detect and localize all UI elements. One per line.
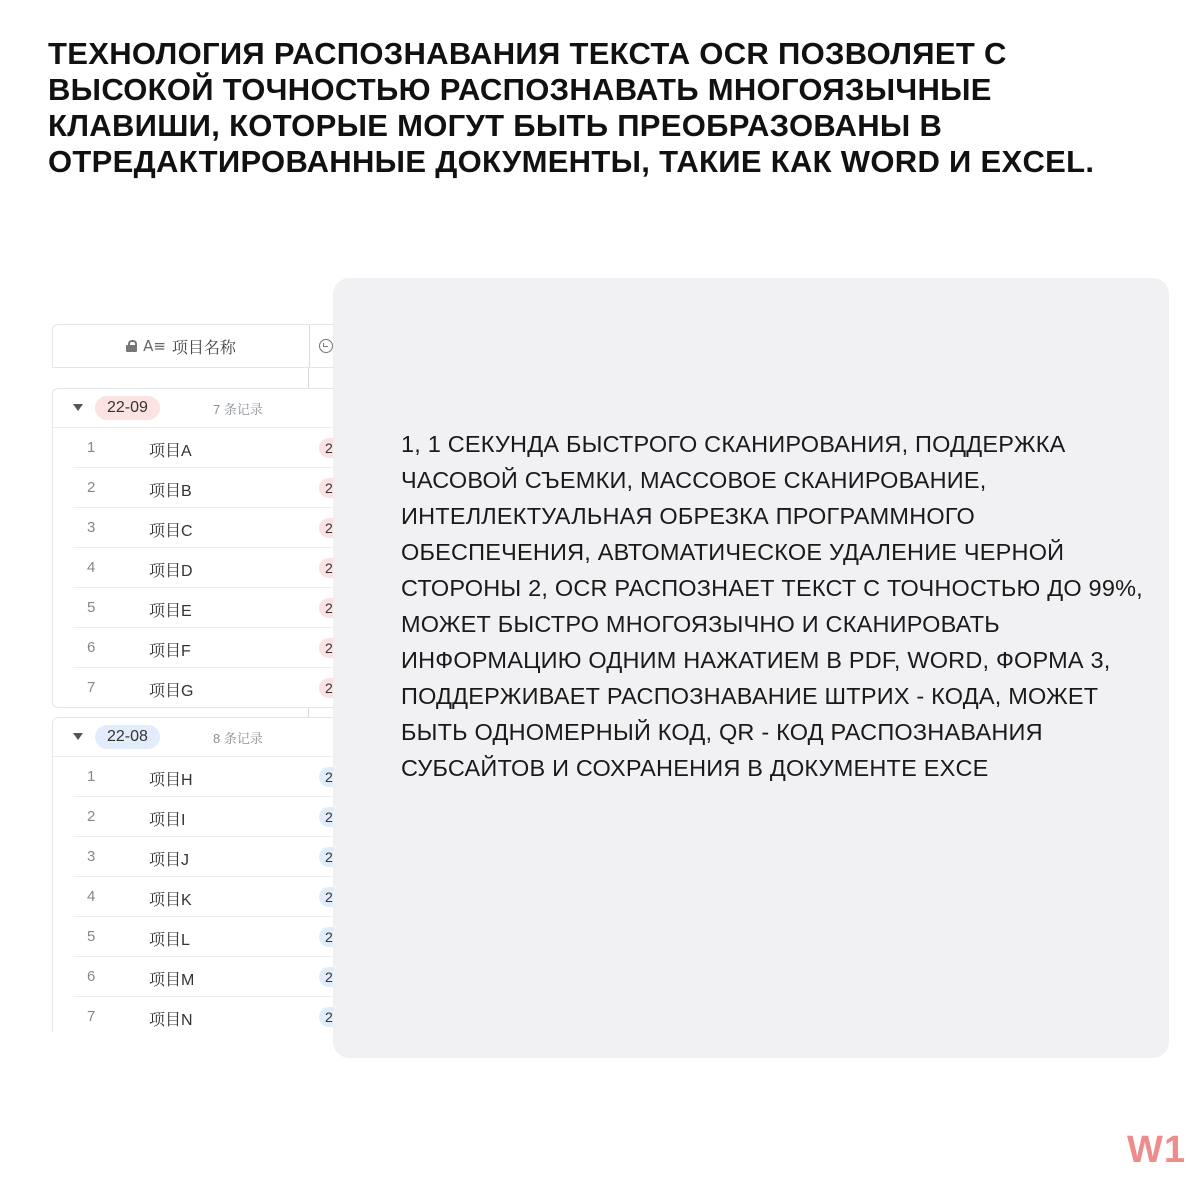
column-header-label: 项目名称 [171, 339, 236, 357]
table-row[interactable] [73, 668, 342, 707]
row-name: 项目I [149, 812, 186, 829]
row-name: 项目D [149, 563, 193, 580]
date-chip: 2 [319, 518, 342, 538]
table-header [52, 324, 342, 368]
row-name: 项目L [149, 932, 190, 949]
table-row[interactable] [73, 628, 342, 668]
date-chip: 2 [319, 847, 342, 867]
row-number: 7 [87, 679, 96, 696]
table-row[interactable] [73, 917, 342, 957]
row-number: 1 [87, 439, 96, 456]
row-name: 项目F [149, 643, 191, 660]
table-row[interactable] [73, 548, 342, 588]
table-row[interactable] [73, 468, 342, 508]
table-row[interactable] [73, 757, 342, 797]
date-chip: 2 [319, 678, 342, 698]
table-row[interactable] [73, 508, 342, 548]
date-chip: 2 [319, 807, 342, 827]
date-chip: 2 [319, 598, 342, 618]
table-screenshot [52, 324, 342, 1032]
date-chip: 2 [319, 767, 342, 787]
group-header[interactable] [53, 718, 342, 757]
lock-icon [126, 340, 137, 352]
date-chip: 2 [319, 438, 342, 458]
row-name: 项目M [149, 972, 195, 989]
group-record-count: 8 条记录 [213, 731, 263, 746]
date-chip: 2 [319, 558, 342, 578]
watermark-badge: W1 [1127, 1129, 1186, 1171]
date-chip: 2 [319, 638, 342, 658]
feature-description: 1, 1 СЕКУНДА БЫСТРОГО СКАНИРОВАНИЯ, ПОДДЕРЖКА ЧАСОВОЙ СЪЕМКИ, МАССОВОЕ СКАНИРОВАНИЕ, ИНТЕЛЛЕКТУАЛЬНАЯ ОБРЕЗКА ПРОГРАММНОГО ОБЕСПЕЧЕНИЯ, АВТОМАТИЧЕСКОЕ УДАЛЕНИЕ ЧЕРНОЙ СТОРОНЫ 2, OCR РАСПОЗНАЕТ ТЕКСТ С ТОЧНОСТЬЮ ДО 99%, МОЖЕТ БЫСТРО МНОГОЯЗЫЧНО И СКАНИРОВАТЬ ИНФОРМАЦИЮ ОДНИМ НАЖАТИЕМ В PDF, WORD, ФОРМА 3, ПОДДЕРЖИВАЕТ РАСПОЗНАВАНИЕ ШТРИХ - КОДА, МОЖЕТ БЫТЬ ОДНОМЕРНЫЙ КОД, QR - КОД РАСПОЗНАВАНИЯ СУБСАЙТОВ И СОХРАНЕНИЯ В ДОКУМЕНТЕ EXCE [401, 431, 1143, 781]
date-chip: 2 [319, 927, 342, 947]
row-number: 5 [87, 928, 96, 945]
collapse-caret-icon[interactable] [73, 733, 83, 740]
row-number: 2 [87, 479, 96, 496]
table-row[interactable] [73, 797, 342, 837]
table-row[interactable] [73, 428, 342, 468]
date-chip: 2 [319, 1007, 342, 1027]
row-number: 4 [87, 888, 96, 905]
table-row[interactable] [73, 588, 342, 628]
row-name: 项目G [149, 683, 194, 700]
row-name: 项目B [149, 483, 192, 500]
row-number: 2 [87, 808, 96, 825]
date-chip: 2 [319, 887, 342, 907]
row-number: 3 [87, 848, 96, 865]
group-label-pill: 22-08 [95, 725, 160, 749]
group-record-count: 7 条记录 [213, 402, 263, 417]
clock-icon [319, 339, 333, 353]
row-name: 项目E [149, 603, 192, 620]
row-name: 项目K [149, 892, 192, 909]
record-group [52, 717, 342, 1032]
row-number: 5 [87, 599, 96, 616]
row-number: 7 [87, 1008, 96, 1025]
row-name: 项目A [149, 443, 192, 460]
row-name: 项目C [149, 523, 193, 540]
row-name: 项目N [149, 1012, 193, 1029]
row-number: 4 [87, 559, 96, 576]
row-name: 项目H [149, 772, 193, 789]
headline: ТЕХНОЛОГИЯ РАСПОЗНАВАНИЯ ТЕКСТА OCR ПОЗВОЛЯЕТ С ВЫСОКОЙ ТОЧНОСТЬЮ РАСПОЗНАВАТЬ МНОГОЯЗЫЧНЫЕ КЛАВИШИ, КОТОРЫЕ МОГУТ БЫТЬ ПРЕОБРАЗОВАНЫ В ОТРЕДАКТИРОВАННЫЕ ДОКУМЕНТЫ, ТАКИЕ КАК WORD И EXCEL. [48, 36, 1095, 179]
table-row[interactable] [73, 877, 342, 917]
record-group [52, 388, 342, 708]
row-number: 1 [87, 768, 96, 785]
collapse-caret-icon[interactable] [73, 404, 83, 411]
date-chip: 2 [319, 967, 342, 987]
text-type-icon: A≡ [143, 337, 166, 355]
row-name: 项目J [149, 852, 190, 869]
row-number: 6 [87, 968, 96, 985]
table-row[interactable] [73, 997, 342, 1032]
row-number: 6 [87, 639, 96, 656]
row-number: 3 [87, 519, 96, 536]
feature-card [333, 278, 1169, 1058]
name-column-header[interactable] [53, 325, 310, 367]
group-header[interactable] [53, 389, 342, 428]
group-label-pill: 22-09 [95, 396, 160, 420]
table-row[interactable] [73, 837, 342, 877]
table-row[interactable] [73, 957, 342, 997]
date-chip: 2 [319, 478, 342, 498]
